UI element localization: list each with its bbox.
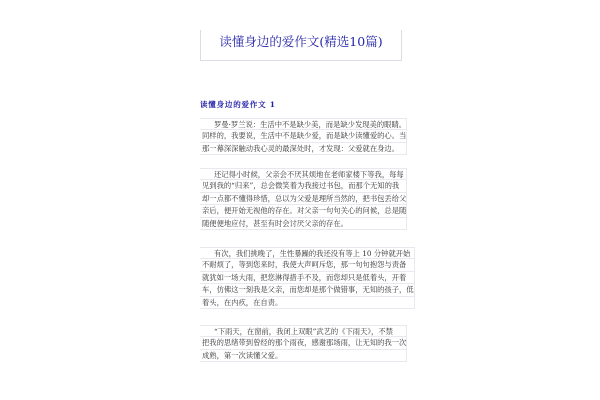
paragraph-line: 却一点都不懂得珍惜，总以为父爱是理所当然的，把书包丢给父	[200, 193, 407, 205]
paragraph-line: 同样的，我要说，生活中不是缺少爱，而是缺少读懂爱的心。当	[200, 130, 407, 142]
paragraph-line: 还记得小时候，父亲会不厌其烦地在老师家楼下等我，每每	[200, 168, 407, 180]
paragraph-line: 就犹如一场大雨，把您淋得措手不及，而您却只是低着头，开着	[200, 272, 415, 284]
paragraph-3	[200, 247, 415, 309]
paragraph-4	[200, 325, 407, 362]
document-title: 读懂身边的爱作文(精选10篇)	[219, 34, 383, 49]
paragraph-line: 那一幕深深触动我心灵的最深处时，才发现：父爱就在身边。	[200, 143, 407, 155]
paragraph-line: 随便便地应付，甚至有时会讨厌父亲的存在。	[200, 218, 407, 230]
paragraph-line: “下雨天，在窗前，我闭上双眼”武艺的《下雨天》，不禁	[200, 325, 407, 337]
paragraph-line: 着头，在内疚，在自责。	[200, 297, 415, 309]
paragraph-line: 车，仿佛这一刻我是父亲，而您却是那个做错事，无知的孩子，低	[200, 284, 415, 296]
paragraph-line: 把我的思绪带到曾经的那个雨夜，感谢那场雨，让无知的我一次	[200, 337, 407, 349]
essay-heading: 读懂身边的爱作文 1	[200, 100, 276, 109]
paragraph-line: 亲后，便开始无视他的存在。对父亲一句句关心的问候，总是随	[200, 205, 407, 217]
title-box	[200, 30, 402, 61]
paragraph-line: 成熟，第一次读懂父爱。	[200, 350, 407, 362]
paragraph-line: 不耐烦了，等到您来时，我使大声呵斥您，那一句句抱怨与责备	[200, 259, 415, 271]
paragraph-2	[200, 168, 407, 230]
paragraph-line: 有次，我们挑晚了，生性暴躁的我还没有等上 10 分钟就开始	[200, 247, 415, 259]
paragraph-line: 罗曼·罗兰说：生活中不是缺少美，而是缺少发现美的眼睛。	[200, 118, 407, 130]
paragraph-line: 见到我的“归来”，总会微笑着为我接过书包，而那个无知的我	[200, 180, 407, 192]
paragraph-1	[200, 118, 407, 155]
